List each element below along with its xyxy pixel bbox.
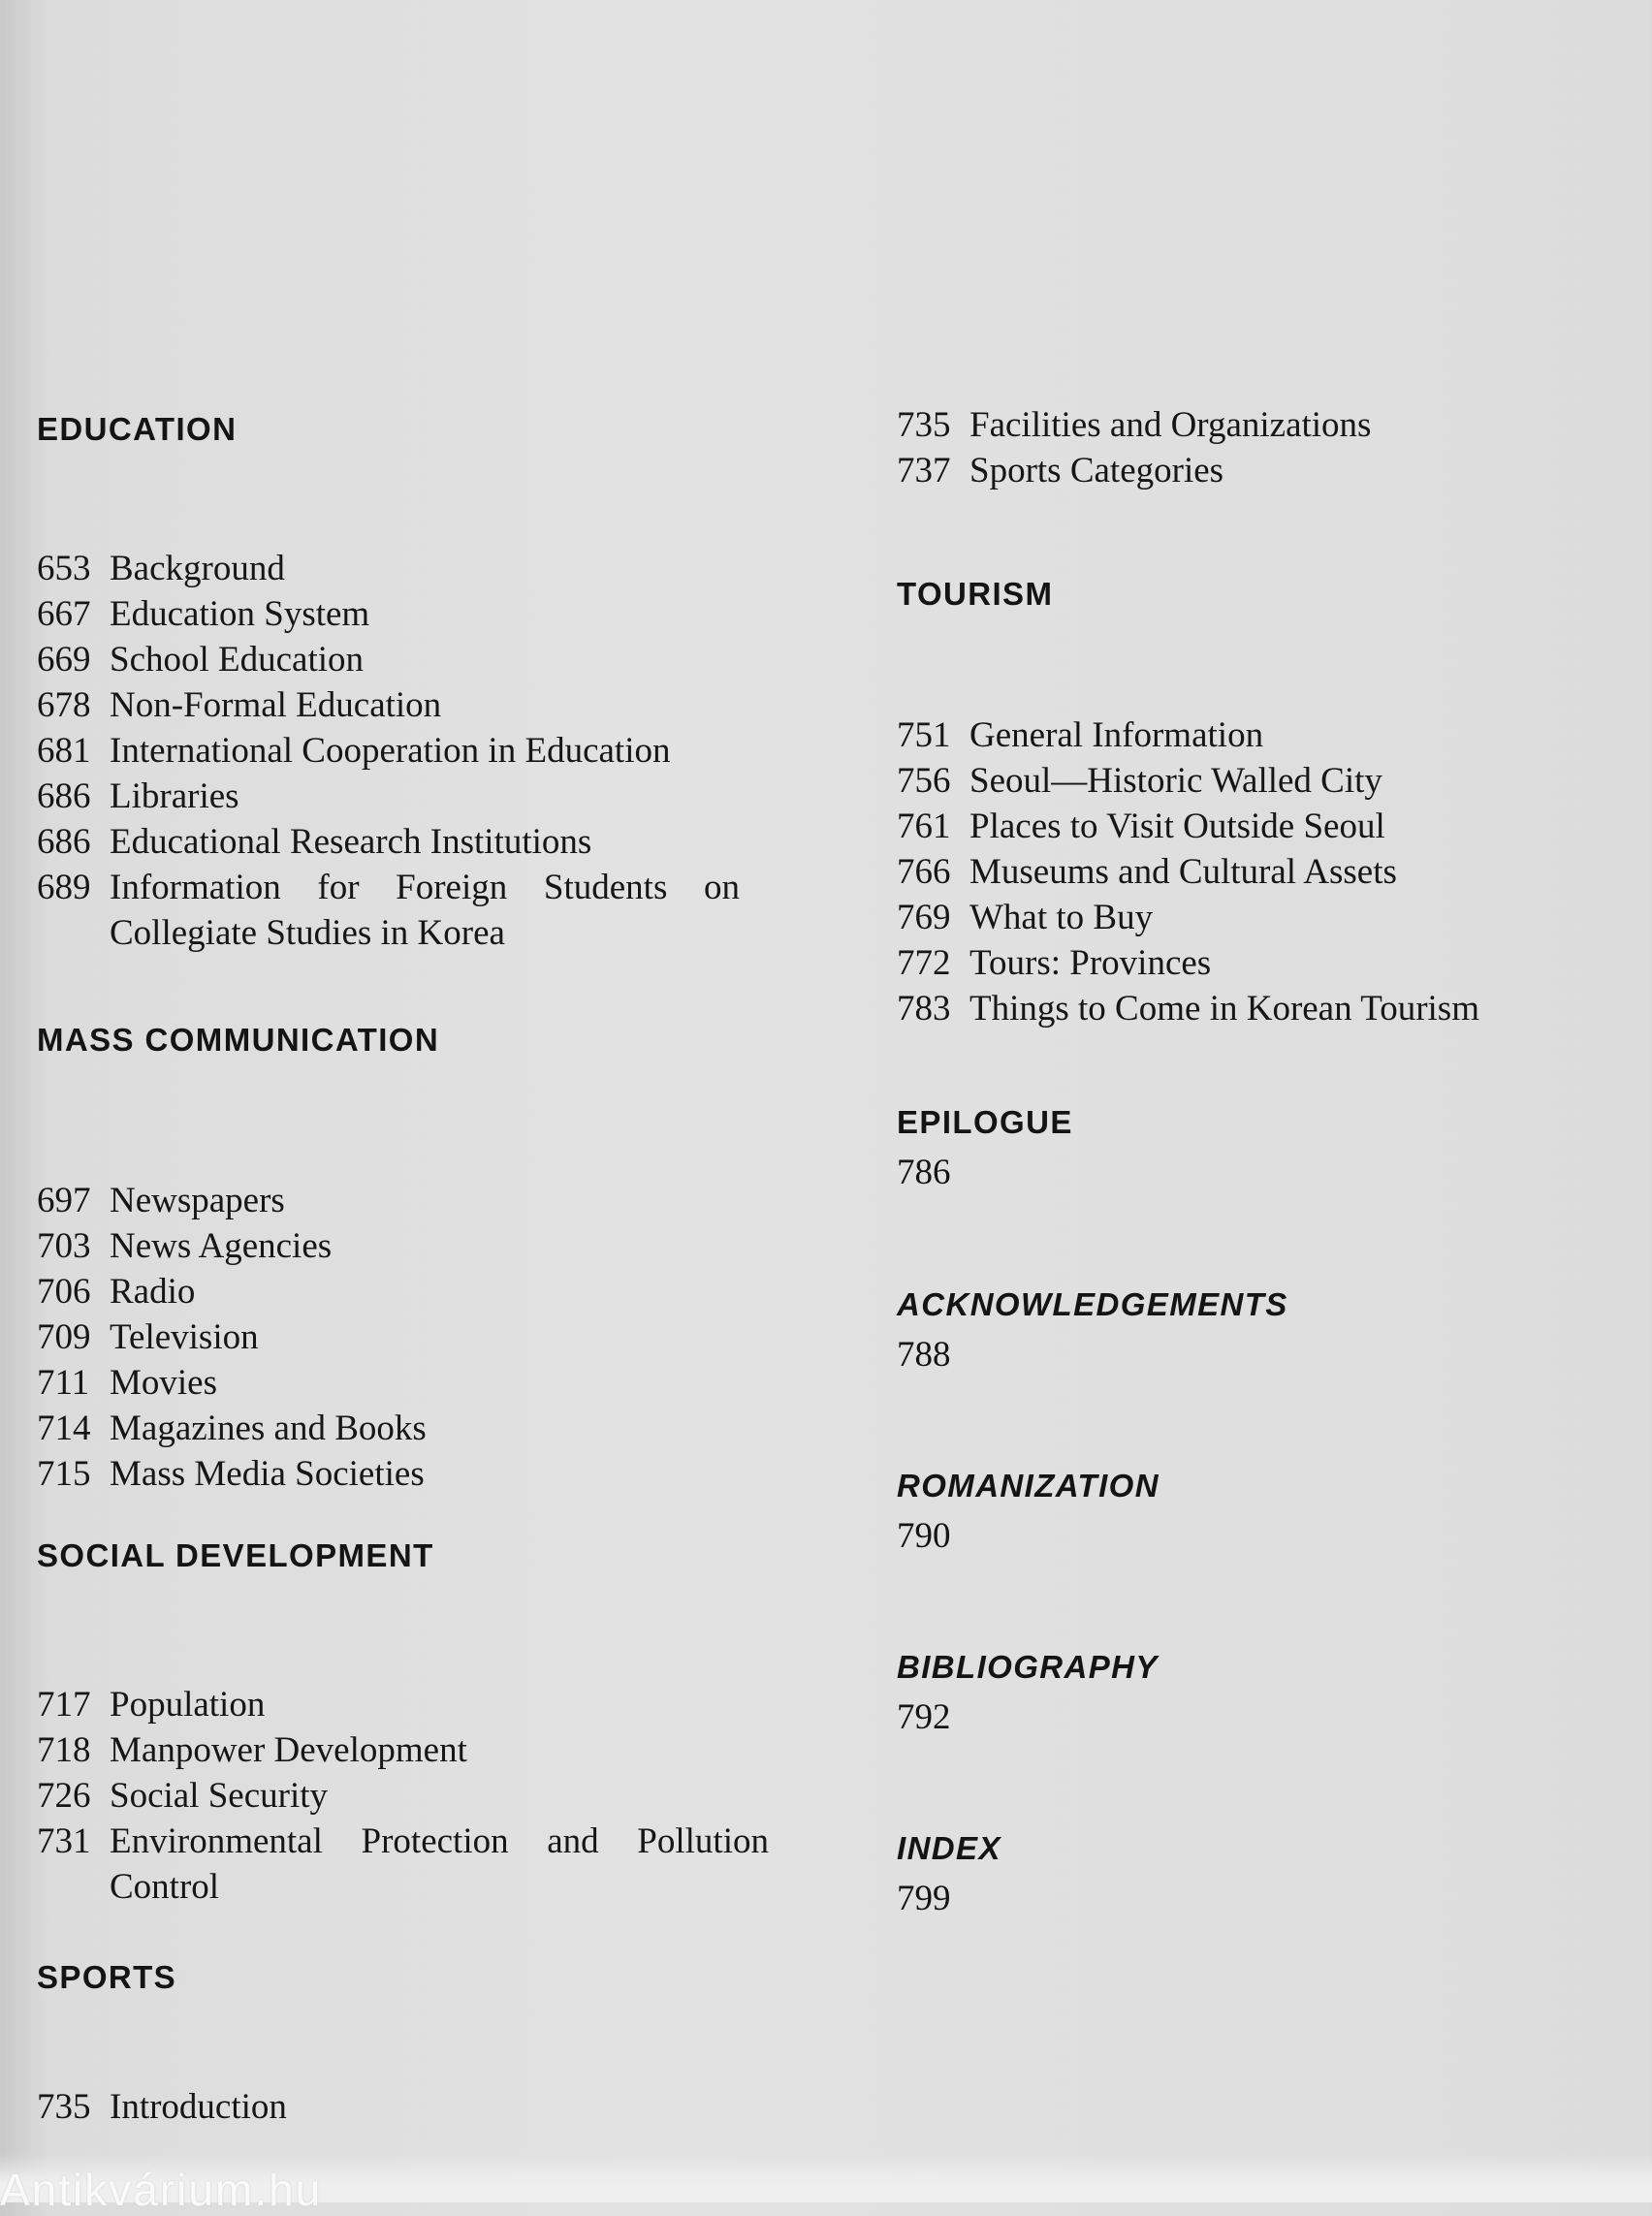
toc-entry[interactable] (37, 728, 832, 774)
page-number: 751 (897, 715, 951, 755)
entry-title: Places to Visit Outside Seoul (969, 807, 1385, 846)
toc-entry[interactable] (37, 546, 832, 591)
entry-title: Manpower Development (110, 1730, 467, 1770)
section-heading: INDEX (897, 1830, 1001, 1866)
page-number: 689 (37, 868, 91, 907)
toc-entry[interactable] (37, 1360, 832, 1406)
page-number: 706 (37, 1272, 91, 1312)
entry-title: Sports Categories (969, 451, 1224, 491)
section-sports (37, 1958, 832, 2130)
page-number: 717 (37, 1685, 91, 1725)
toc-entry[interactable] (897, 986, 1614, 1031)
toc-entry[interactable] (37, 865, 740, 956)
page-number: 714 (37, 1409, 91, 1448)
entry-title: Educational Research Institutions (110, 822, 592, 862)
section-tourism (897, 575, 1614, 1031)
page-number: 731 (37, 1821, 91, 1861)
toc-entry[interactable] (37, 1314, 832, 1360)
entry-list (37, 1178, 832, 1497)
toc-entry[interactable] (37, 1451, 832, 1497)
watermark-text: Antikvárium.hu (0, 2165, 323, 2215)
toc-entry[interactable] (897, 402, 1614, 448)
section-sports-continued (897, 402, 1614, 493)
entry-title: Population (110, 1685, 266, 1725)
page-number: 711 (37, 1363, 90, 1403)
entry-title: Social Security (110, 1776, 329, 1816)
page-number: 697 (37, 1181, 91, 1220)
section-heading: EPILOGUE (897, 1104, 1073, 1140)
page-number: 756 (897, 761, 951, 801)
entry-title: Mass Media Societies (110, 1454, 425, 1494)
entry-title: Information for Foreign Students on Collegiate Studies in Korea (110, 868, 740, 953)
entry-title: Movies (110, 1363, 217, 1403)
page-number: 769 (897, 898, 951, 937)
entry-title: Non-Formal Education (110, 685, 442, 725)
section-heading: EDUCATION (37, 411, 238, 447)
toc-entry[interactable] (37, 1223, 832, 1269)
section-acknowledgements[interactable] (897, 1285, 1614, 1377)
entry-title: Museums and Cultural Assets (969, 852, 1397, 892)
section-heading: ACKNOWLEDGEMENTS (897, 1286, 1288, 1322)
page-number: 786 (897, 1153, 951, 1192)
page-number: 761 (897, 807, 951, 846)
section-mass-communication (37, 1021, 832, 1497)
entry-list (897, 712, 1614, 1031)
toc-entry[interactable] (37, 1682, 832, 1727)
toc-entry[interactable] (37, 637, 832, 682)
entry-title: School Education (110, 640, 365, 680)
entry-title: Environmental Protection and Pollution Control (110, 1821, 769, 1907)
watermark (0, 2154, 1652, 2215)
section-heading: SPORTS (37, 1959, 177, 1995)
page-number: 709 (37, 1317, 91, 1357)
page-number: 726 (37, 1776, 91, 1816)
entry-title: International Cooperation in Education (110, 731, 671, 771)
page-number: 792 (897, 1697, 951, 1737)
entry-list (37, 546, 832, 956)
entry-title: News Agencies (110, 1226, 333, 1266)
entry-title: What to Buy (969, 898, 1154, 937)
entry-list (37, 2084, 832, 2130)
toc-entry[interactable] (897, 448, 1614, 493)
toc-entry[interactable] (37, 1773, 832, 1819)
toc-entry[interactable] (897, 895, 1614, 940)
page-number: 735 (37, 2087, 91, 2127)
page-number: 790 (897, 1516, 951, 1556)
page-number: 799 (897, 1879, 951, 1918)
entry-title: Libraries (110, 776, 239, 816)
toc-entry[interactable] (37, 2084, 832, 2130)
toc-entry[interactable] (897, 804, 1614, 849)
page-number: 715 (37, 1454, 91, 1494)
entry-title: Seoul—Historic Walled City (969, 761, 1382, 801)
page-number: 667 (37, 594, 91, 634)
page-number: 669 (37, 640, 91, 680)
entry-title: Newspapers (110, 1181, 285, 1220)
toc-entry[interactable] (897, 758, 1614, 804)
page-number: 766 (897, 852, 951, 892)
section-epilogue[interactable] (897, 1103, 1614, 1195)
page-number: 735 (897, 405, 951, 445)
page-number: 678 (37, 685, 91, 725)
toc-entry[interactable] (37, 1727, 832, 1773)
section-heading: BIBLIOGRAPHY (897, 1649, 1159, 1685)
entry-title: Radio (110, 1272, 196, 1312)
entry-title: Television (110, 1317, 259, 1357)
section-education (37, 410, 832, 956)
entry-title: Magazines and Books (110, 1409, 427, 1448)
entry-list (37, 1682, 832, 1910)
page-number: 686 (37, 822, 91, 862)
toc-entry[interactable] (37, 1269, 832, 1314)
page-number: 653 (37, 549, 91, 588)
entry-title: Background (110, 549, 285, 588)
section-heading: MASS COMMUNICATION (37, 1022, 440, 1058)
page-number: 686 (37, 776, 91, 816)
entry-title: Things to Come in Korean Tourism (969, 989, 1479, 1029)
section-romanization[interactable] (897, 1467, 1614, 1559)
page-number: 737 (897, 451, 951, 491)
toc-entry[interactable] (37, 1178, 832, 1223)
entry-title: Introduction (110, 2087, 287, 2127)
page-number: 703 (37, 1226, 91, 1266)
section-bibliography[interactable] (897, 1648, 1614, 1740)
toc-entry[interactable] (37, 819, 832, 865)
toc-entry[interactable] (37, 591, 832, 637)
toc-entry[interactable] (37, 1406, 832, 1451)
page-number: 718 (37, 1730, 91, 1770)
entry-title: Facilities and Organizations (969, 405, 1372, 445)
page-number: 772 (897, 943, 951, 983)
page-number: 681 (37, 731, 91, 771)
entry-list (897, 402, 1614, 493)
toc-entry[interactable] (897, 849, 1614, 895)
section-heading: SOCIAL DEVELOPMENT (37, 1537, 434, 1573)
toc-entry[interactable] (37, 682, 832, 728)
entry-title: General Information (969, 715, 1264, 755)
section-index[interactable] (897, 1829, 1614, 1921)
toc-entry[interactable] (897, 940, 1614, 986)
entry-title: Tours: Provinces (969, 943, 1212, 983)
section-heading: ROMANIZATION (897, 1468, 1160, 1504)
toc-entry[interactable] (897, 712, 1614, 758)
toc-entry[interactable] (37, 1819, 769, 1910)
section-heading: TOURISM (897, 576, 1054, 612)
page-number: 783 (897, 989, 951, 1029)
section-social-development (37, 1536, 832, 1910)
toc-entry[interactable] (37, 774, 832, 819)
entry-title: Education System (110, 594, 370, 634)
page-number: 788 (897, 1335, 951, 1375)
